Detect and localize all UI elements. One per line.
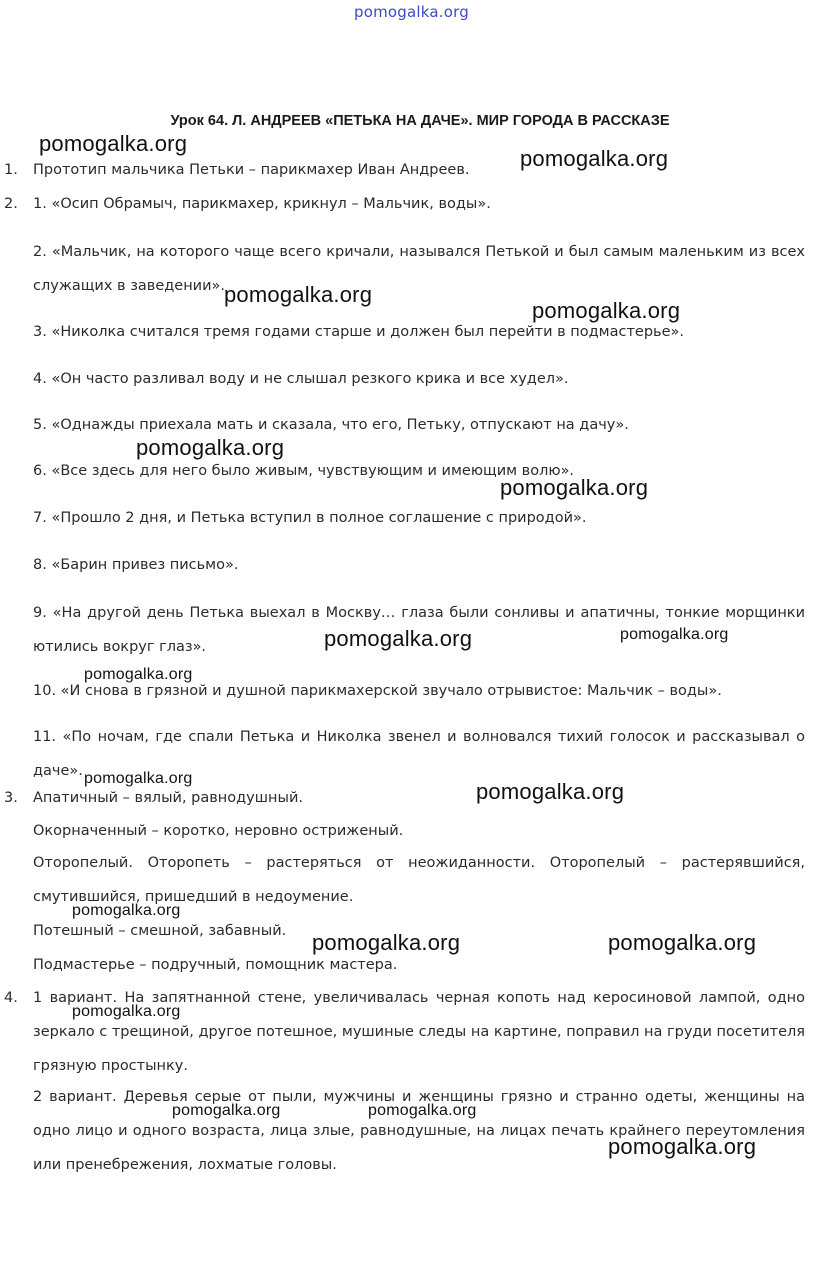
answer-2-quote-7: 7. «Прошло 2 дня, и Петька вступил в полное соглашение с природой». <box>33 510 587 526</box>
item-number-1: 1. <box>4 162 18 178</box>
watermark: pomogalka.org <box>324 626 473 651</box>
answer-2-quote-8: 8. «Барин привез письмо». <box>33 557 239 573</box>
watermark: pomogalka.org <box>172 1102 281 1119</box>
watermark: pomogalka.org <box>312 930 461 955</box>
watermark: pomogalka.org <box>72 902 181 919</box>
watermark: pomogalka.org <box>136 435 285 460</box>
answer-3-term-5: Подмастерье – подручный, помощник мастера. <box>33 957 398 973</box>
page-title: Урок 64. Л. АНДРЕЕВ «ПЕТЬКА НА ДАЧЕ». МИР ГОРОДА В РАССКАЗЕ <box>170 113 670 129</box>
watermark: pomogalka.org <box>520 146 669 171</box>
watermark: pomogalka.org <box>608 930 757 955</box>
answer-2-quote-1: 1. «Осип Обрамыч, парикмахер, крикнул – Мальчик, воды». <box>33 196 491 212</box>
item-number-2: 2. <box>4 196 18 212</box>
answer-3-term-3: Оторопелый. Оторопеть – растеряться от неожиданности. Оторопелый – растерявшийся, смутившийся, пришедший в недоумение. <box>33 855 805 905</box>
answer-4-variant-2: 2 вариант. Деревья серые от пыли, мужчины и женщины грязно и странно одеты, женщины на одно лицо и одного возраста, лица злые, равнодушные, на лицах печать крайнего переутомления или пренебрежения, лохматые головы. <box>33 1089 805 1173</box>
watermark: pomogalka.org <box>532 298 681 323</box>
answer-2-quote-4: 4. «Он часто разливал воду и не слышал резкого крика и все худел». <box>33 371 569 387</box>
answer-2-quote-3: 3. «Николка считался тремя годами старше и должен был перейти в подмастерье». <box>33 324 684 340</box>
watermark: pomogalka.org <box>84 770 193 787</box>
item-number-4: 4. <box>4 990 18 1006</box>
answer-3-term-4: Потешный – смешной, забавный. <box>33 923 287 939</box>
watermark: pomogalka.org <box>368 1102 477 1119</box>
watermark: pomogalka.org <box>224 282 373 307</box>
watermark: pomogalka.org <box>72 1003 181 1020</box>
answer-4-variant-1: 1 вариант. На запятнанной стене, увеличивалась черная копоть над керосиновой лампой, одно зеркало с трещиной, другое потешное, мушиные следы на картине, поправил на груди посетителя грязную простынку. <box>33 990 805 1074</box>
answer-2-quote-6: 6. «Все здесь для него было живым, чувствующим и имеющим волю». <box>33 463 575 479</box>
watermark: pomogalka.org <box>39 131 188 156</box>
watermark: pomogalka.org <box>500 475 649 500</box>
item-number-3: 3. <box>4 790 18 806</box>
watermark: pomogalka.org <box>476 779 625 804</box>
watermark: pomogalka.org <box>620 626 729 643</box>
answer-3-term-1: Апатичный – вялый, равнодушный. <box>33 790 303 806</box>
watermark: pomogalka.org <box>84 666 193 683</box>
answer-2-quote-10: 10. «И снова в грязной и душной парикмахерской звучало отрывистое: Мальчик – воды». <box>33 683 722 699</box>
answer-2-quote-9: 9. «На другой день Петька выехал в Москву… глаза были сонливы и апатичны, тонкие морщинки ютились вокруг глаз». <box>33 605 805 655</box>
header-link[interactable]: pomogalka.org <box>354 3 469 21</box>
answer-2-quote-2: 2. «Мальчик, на которого чаще всего кричали, назывался Петькой и был самым маленьким из всех служащих в заведении». <box>33 244 805 294</box>
answer-1: Прототип мальчика Петьки – парикмахер Иван Андреев. <box>33 162 470 178</box>
answer-2-quote-11: 11. «По ночам, где спали Петька и Николка звенел и волновался тихий голосок и рассказывал о даче». <box>33 729 805 779</box>
answer-2-quote-5: 5. «Однажды приехала мать и сказала, что его, Петьку, отпускают на дачу». <box>33 417 629 433</box>
answer-3-term-2: Окорначенный – коротко, неровно остриженый. <box>33 823 404 839</box>
watermark: pomogalka.org <box>608 1134 757 1159</box>
